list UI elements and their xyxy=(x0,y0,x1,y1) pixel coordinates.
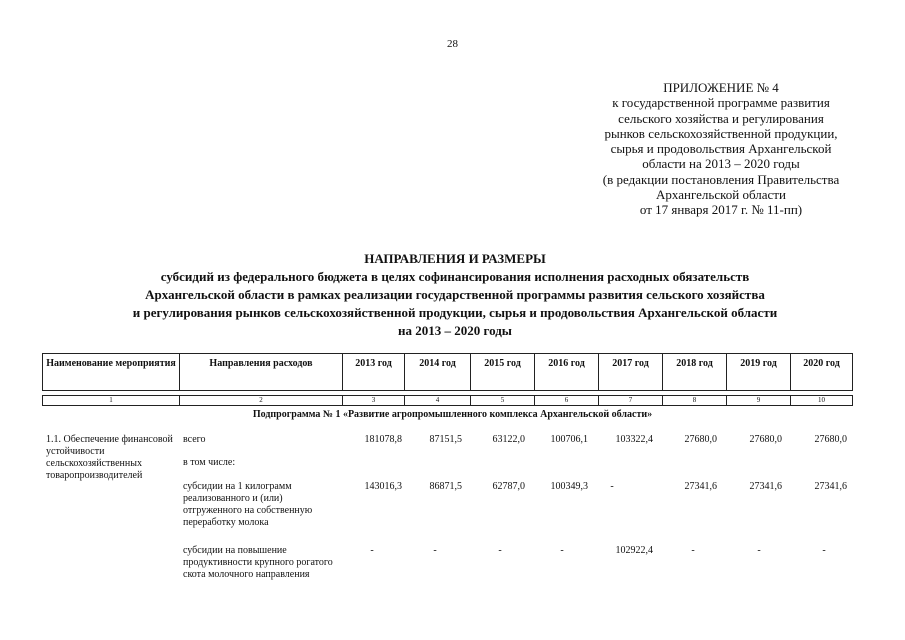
value-cell: 86871,5 xyxy=(429,481,462,492)
column-number: 2 xyxy=(180,396,343,406)
header-cell: 2015 год xyxy=(471,354,535,391)
value-cell: 102922,4 xyxy=(615,545,653,556)
column-number: 7 xyxy=(599,396,663,406)
column-number: 4 xyxy=(405,396,471,406)
value-cell: - xyxy=(560,545,564,556)
appendix-line: (в редакции постановления Правительства xyxy=(602,171,840,187)
appendix-line: сырья и продовольствия Архангельской xyxy=(610,141,832,157)
appendix-line: Архангельской области xyxy=(656,187,786,203)
value-cell: 27341,6 xyxy=(814,481,847,492)
value-cell: - xyxy=(433,545,437,556)
header-cell: Наименование мероприятия xyxy=(43,354,180,391)
title-line: Архангельской области в рамках реализации государственной программы развития сельского хозяйства xyxy=(145,287,765,302)
header-cell: Направления расходов xyxy=(180,354,343,391)
appendix-heading: ПРИЛОЖЕНИЕ № 4 xyxy=(663,80,779,95)
column-number: 1 xyxy=(43,396,180,406)
header-cell: 2016 год xyxy=(535,354,599,391)
page-number: 28 xyxy=(447,38,458,50)
value-cell: 27341,6 xyxy=(749,481,782,492)
value-cell: 100706,1 xyxy=(550,434,588,445)
appendix-line: области на 2013 – 2020 годы xyxy=(642,156,800,172)
column-number: 8 xyxy=(663,396,727,406)
header-cell: 2013 год xyxy=(343,354,405,391)
value-cell: - xyxy=(498,545,502,556)
title-line: субсидий из федерального бюджета в целях софинансирования исполнения расходных обязательств xyxy=(160,269,750,284)
direction-cell: субсидии на повышение продуктивности крупного рогатого скота молочного направления xyxy=(183,545,333,580)
value-cell: 27341,6 xyxy=(684,481,717,492)
title-main: НАПРАВЛЕНИЯ И РАЗМЕРЫ xyxy=(364,251,546,266)
appendix-line: рынков сельскохозяйственной продукции, xyxy=(604,125,838,141)
direction-cell: всего xyxy=(183,434,206,445)
value-cell: 181078,8 xyxy=(364,434,402,445)
header-cell: 2018 год xyxy=(663,354,727,391)
value-cell: - xyxy=(691,545,695,556)
value-cell: 143016,3 xyxy=(364,481,402,492)
column-number: 5 xyxy=(471,396,535,406)
column-number: 10 xyxy=(791,396,853,406)
value-cell: - xyxy=(757,545,761,556)
value-cell: 27680,0 xyxy=(684,434,717,445)
header-cell: 2014 год xyxy=(405,354,471,391)
appendix-line: к государственной программе развития xyxy=(612,95,830,111)
value-cell: 62787,0 xyxy=(492,481,525,492)
activity-name: 1.1. Обеспечение финансовой устойчивости сельскохозяйственных товаропроизводителей xyxy=(46,434,173,481)
header-cell: 2020 год xyxy=(791,354,853,391)
document-title xyxy=(40,250,870,340)
title-line: и регулирования рынков сельскохозяйственной продукции, сырья и продовольствия Архангельской области xyxy=(132,305,778,320)
column-number: 6 xyxy=(535,396,599,406)
appendix-line: от 17 января 2017 г. № 11-пп) xyxy=(639,202,803,218)
value-cell: 27680,0 xyxy=(749,434,782,445)
value-cell: 27680,0 xyxy=(814,434,847,445)
value-cell: - xyxy=(822,545,826,556)
value-cell: - xyxy=(610,481,614,492)
direction-cell: субсидии на 1 килограмм реализованного и (или) отгруженного на собственную переработку молока xyxy=(183,481,313,528)
value-cell: - xyxy=(370,545,374,556)
table-header xyxy=(42,353,853,406)
column-number: 9 xyxy=(727,396,791,406)
header-cell: 2017 год xyxy=(599,354,663,391)
title-line: на 2013 – 2020 годы xyxy=(398,323,512,338)
direction-cell: в том числе: xyxy=(183,457,236,468)
header-cell: 2019 год xyxy=(727,354,791,391)
column-number-row xyxy=(43,396,853,406)
value-cell: 87151,5 xyxy=(429,434,462,445)
header-row xyxy=(43,354,853,391)
subprogram-title: Подпрограмма № 1 «Развитие агропромышленного комплекса Архангельской области» xyxy=(252,409,653,420)
appendix-block xyxy=(556,80,886,218)
appendix-line: сельского хозяйства и регулирования xyxy=(618,110,824,126)
value-cell: 63122,0 xyxy=(492,434,525,445)
value-cell: 100349,3 xyxy=(550,481,588,492)
column-number: 3 xyxy=(343,396,405,406)
value-cell: 103322,4 xyxy=(615,434,653,445)
